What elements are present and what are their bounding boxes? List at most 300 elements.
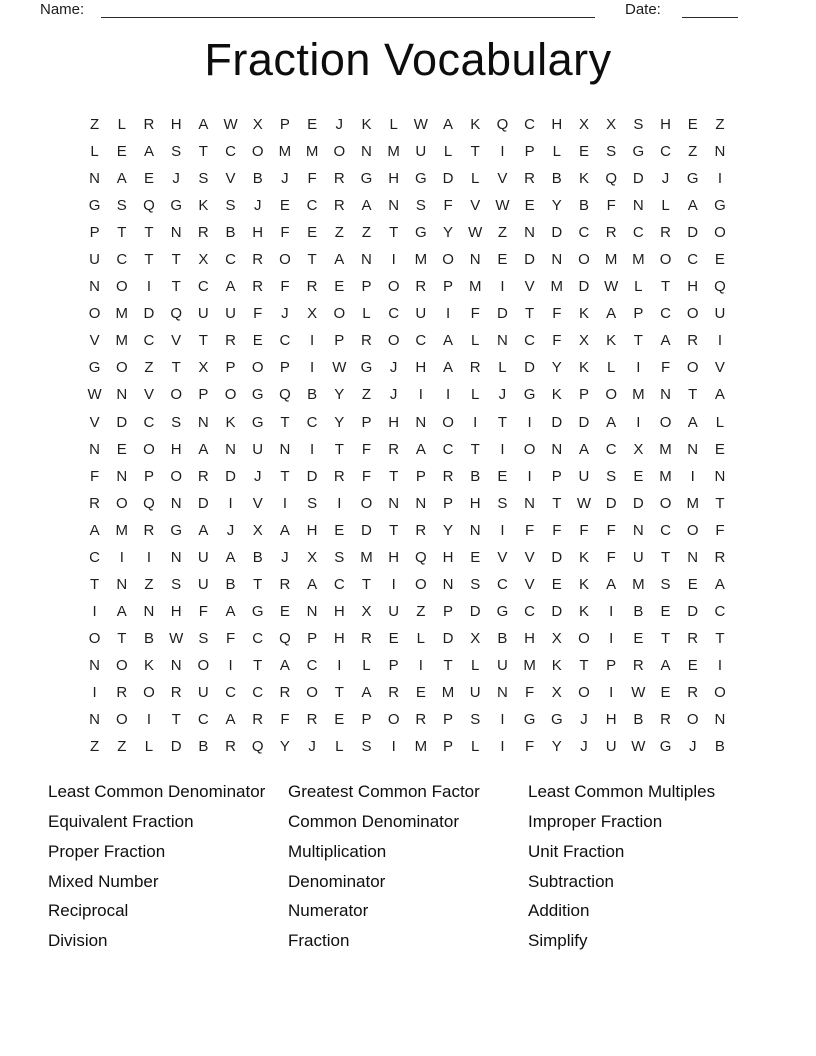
grid-cell: O [115,359,128,377]
grid-cell: D [687,602,699,620]
grid-cell: N [116,575,128,593]
grid-cell: J [498,386,507,404]
grid-cell: A [660,332,671,350]
grid-cell: R [197,467,209,485]
grid-cell: B [714,738,725,756]
grid-cell: T [253,656,263,674]
grid-cell: J [389,359,398,377]
grid-cell: O [333,143,346,161]
grid-cell: C [225,251,236,269]
grid-cell: R [89,494,101,512]
grid-cell: X [307,548,318,566]
grid-cell: D [578,413,590,431]
grid-cell: X [606,116,617,133]
grid-cell: T [443,656,453,674]
grid-cell: P [443,278,454,296]
grid-cell: O [714,224,726,242]
grid-cell: Z [497,224,507,242]
grid-cell: I [119,548,124,566]
grid-cell: E [660,602,671,620]
grid-cell: L [661,197,670,215]
grid-cell: C [632,224,644,242]
grid-cell: G [659,738,672,756]
grid-cell: U [388,602,400,620]
grid-cell: F [525,683,535,701]
grid-cell: R [388,440,400,458]
grid-cell: D [551,413,563,431]
grid-cell: C [306,413,318,431]
grid-cell: R [442,467,454,485]
grid-cell: N [361,143,372,161]
grid-cell: K [551,656,562,674]
grid-cell: D [143,305,155,323]
grid-cell: H [415,359,427,377]
grid-cell: E [497,251,508,269]
grid-cell: W [495,197,510,215]
grid-cell: H [551,116,563,133]
grid-cell: R [279,575,291,593]
grid-cell: P [524,143,535,161]
grid-cell: R [632,656,644,674]
grid-cell: N [714,143,726,161]
grid-cell: R [306,278,318,296]
grid-cell: I [609,683,614,701]
grid-cell: Z [144,575,154,593]
grid-cell: R [333,467,345,485]
grid-cell: I [391,738,396,756]
word-item: Mixed Number [48,871,159,891]
grid-cell: T [470,440,480,458]
grid-cell: L [362,305,371,323]
grid-cell: D [442,629,454,647]
grid-cell: I [445,305,451,323]
grid-cell: M [659,440,672,458]
word-item: Reciprocal [48,901,129,921]
grid-cell: U [197,575,209,593]
grid-cell: O [442,251,454,269]
grid-cell: L [471,386,480,404]
grid-cell: N [89,711,101,729]
grid-cell: I [445,386,451,404]
grid-cell: S [198,629,209,647]
word-item: Addition [528,901,590,921]
grid-cell: I [500,440,505,458]
grid-cell: E [415,683,426,701]
grid-cell: T [171,251,181,269]
word-item: Unit Fraction [528,841,625,861]
grid-cell: G [523,711,536,729]
word-column [288,777,480,956]
grid-cell: N [632,521,644,539]
grid-cell: P [606,656,617,674]
grid-cell: G [251,602,264,620]
grid-cell: J [580,738,588,756]
grid-cell: N [551,440,563,458]
grid-cell: T [144,224,154,242]
grid-row [81,733,734,760]
grid-cell: O [224,386,237,404]
grid-cell: C [415,332,427,350]
grid-cell: M [414,251,428,269]
grid-cell: T [334,683,344,701]
grid-cell: I [282,494,287,512]
grid-cell: Q [170,305,182,323]
word-grid [81,111,734,760]
grid-cell: E [660,683,671,701]
grid-cell: O [387,711,400,729]
grid-cell: W [332,359,347,377]
grid-cell: S [307,494,318,512]
grid-cell: R [333,170,345,188]
grid-cell: O [442,413,454,431]
grid-cell: G [360,359,373,377]
grid-cell: P [361,413,372,431]
grid-cell: N [524,494,536,512]
grid-cell: V [171,332,182,350]
grid-cell: C [306,656,318,674]
grid-cell: O [170,386,182,404]
grid-cell: N [89,440,101,458]
grid-cell: M [360,548,373,566]
grid-cell: Q [143,197,155,215]
grid-cell: E [279,197,290,215]
grid-cell: G [632,143,645,161]
grid-cell: M [632,575,645,593]
grid-cell: X [361,602,372,620]
grid-cell: L [416,629,426,647]
grid-cell: Y [334,413,345,431]
grid-cell: A [714,386,725,404]
grid-cell: A [361,683,372,701]
grid-cell: N [116,386,128,404]
grid-row [81,517,734,544]
grid-cell: O [659,251,672,269]
grid-cell: F [198,602,208,620]
grid-cell: M [686,494,699,512]
grid-cell: S [497,494,508,512]
grid-cell: F [525,521,535,539]
grid-cell: R [660,224,671,242]
grid-cell: N [170,494,182,512]
grid-cell: J [308,738,316,756]
grid-cell: K [470,116,481,133]
grid-cell: P [361,278,372,296]
grid-cell: K [578,548,589,566]
grid-cell: T [117,224,127,242]
grid-cell: N [170,224,182,242]
grid-cell: N [197,413,209,431]
grid-cell: I [500,143,505,161]
grid-cell: P [443,711,454,729]
grid-cell: E [714,440,725,458]
grid-row [81,679,734,706]
grid-cell: O [686,521,699,539]
grid-cell: Y [551,738,562,756]
grid-row [81,138,734,165]
grid-cell: V [252,494,263,512]
grid-cell: V [143,386,154,404]
grid-cell: A [279,521,290,539]
grid-cell: U [197,305,209,323]
grid-cell: T [334,440,344,458]
grid-cell: F [552,332,562,350]
grid-row [81,354,734,381]
grid-cell: N [170,548,182,566]
grid-cell: E [279,602,290,620]
grid-cell: A [198,116,209,133]
grid-cell: R [524,170,536,188]
grid-cell: O [143,440,155,458]
grid-cell: C [687,251,699,269]
grid-cell: N [469,521,481,539]
grid-cell: I [337,494,342,512]
grid-cell: A [307,575,318,593]
grid-cell: R [333,197,345,215]
grid-cell: O [387,278,400,296]
grid-cell: T [552,494,562,512]
grid-cell: Y [279,738,290,756]
grid-cell: N [714,467,726,485]
grid-cell: A [415,440,426,458]
grid-cell: P [143,467,154,485]
grid-cell: H [388,170,400,188]
grid-cell: X [198,251,209,269]
grid-cell: P [279,359,290,377]
grid-cell: I [527,413,532,431]
grid-cell: M [632,386,645,404]
grid-cell: E [578,143,589,161]
grid-cell: Q [143,494,155,512]
word-item: Multiplication [288,841,387,861]
grid-cell: Q [251,738,264,756]
grid-row [81,706,734,733]
grid-cell: P [334,332,345,350]
grid-cell: C [333,575,345,593]
grid-cell: B [578,197,589,215]
grid-cell: W [87,386,102,404]
grid-cell: F [280,224,290,242]
grid-cell: O [523,440,536,458]
grid-row [81,111,734,138]
grid-cell: H [605,711,617,729]
grid-cell: O [88,305,101,323]
word-item: Common Denominator [288,811,460,831]
grid-cell: I [473,413,478,431]
grid-cell: A [606,575,617,593]
grid-cell: M [523,656,536,674]
grid-cell: H [170,602,182,620]
grid-cell: D [170,738,182,756]
grid-cell: L [443,143,453,161]
grid-cell: L [552,143,561,161]
grid-cell: A [198,440,209,458]
grid-cell: D [632,494,644,512]
grid-cell: E [334,711,345,729]
grid-cell: M [659,467,672,485]
grid-cell: D [632,170,644,188]
word-item: Fraction [288,931,350,951]
grid-cell: D [116,413,128,431]
grid-cell: N [279,440,291,458]
grid-cell: N [388,197,400,215]
grid-cell: X [633,440,644,458]
grid-cell: J [335,116,344,133]
grid-cell: F [660,359,671,377]
grid-cell: P [443,494,454,512]
grid-cell: O [197,656,210,674]
grid-cell: I [717,170,722,188]
grid-cell: X [307,305,318,323]
grid-cell: F [606,521,616,539]
grid-cell: C [388,305,400,323]
grid-cell: T [307,251,317,269]
grid-cell: L [335,738,344,756]
grid-cell: U [415,305,427,323]
grid-cell: T [389,224,399,242]
grid-cell: P [633,305,644,323]
page-title: Fraction Vocabulary [204,34,612,85]
grid-cell: A [225,711,236,729]
grid-cell: V [89,413,100,431]
grid-cell: S [361,738,372,756]
grid-cell: H [660,116,671,133]
grid-cell: U [252,440,264,458]
grid-cell: G [550,711,563,729]
grid-cell: L [389,116,398,133]
grid-cell: T [579,656,589,674]
grid-cell: R [415,278,427,296]
grid-cell: V [524,548,535,566]
grid-cell: I [500,278,505,296]
grid-cell: U [225,305,236,323]
grid-cell: X [470,629,481,647]
grid-cell: T [633,332,643,350]
grid-cell: S [415,197,426,215]
grid-cell: K [143,656,154,674]
grid-cell: Q [415,548,427,566]
grid-cell: N [687,548,699,566]
grid-cell: L [471,738,480,756]
grid-cell: T [171,711,181,729]
grid-cell: O [578,251,590,269]
grid-cell: N [89,656,101,674]
grid-cell: S [225,197,236,215]
word-item: Numerator [288,901,369,921]
grid-cell: H [388,548,400,566]
grid-cell: O [415,575,427,593]
grid-cell: Y [443,521,454,539]
grid-cell: T [280,467,290,485]
grid-cell: O [333,305,346,323]
grid-cell: R [252,251,264,269]
grid-cell: Y [551,359,562,377]
grid-cell: A [606,305,617,323]
word-item: Denominator [288,871,386,891]
grid-cell: X [551,629,562,647]
grid-cell: G [523,386,536,404]
grid-cell: C [116,251,128,269]
grid-cell: E [143,170,154,188]
grid-row [81,165,734,192]
grid-cell: W [223,116,238,133]
grid-cell: B [551,170,562,188]
grid-cell: C [524,116,536,133]
grid-cell: H [442,548,454,566]
grid-cell: R [388,683,400,701]
grid-cell: I [92,683,97,701]
grid-cell: V [497,548,508,566]
grid-cell: M [414,738,428,756]
grid-cell: J [172,170,180,188]
grid-cell: F [361,467,372,485]
grid-cell: D [496,305,508,323]
grid-cell: M [604,251,618,269]
grid-cell: Z [144,359,154,377]
grid-row [81,598,734,625]
grid-cell: F [470,305,480,323]
grid-cell: O [143,683,155,701]
grid-cell: T [171,359,181,377]
grid-cell: W [576,494,592,512]
grid-cell: M [387,143,400,161]
grid-cell: F [225,629,236,647]
grid-cell: H [170,440,182,458]
grid-cell: P [198,386,209,404]
grid-cell: F [715,521,725,539]
grid-cell: N [496,332,508,350]
grid-cell: T [715,494,725,512]
grid-cell: I [500,738,505,756]
grid-cell: S [334,548,345,566]
grid-cell: K [578,359,589,377]
grid-cell: O [605,386,617,404]
grid-cell: X [551,683,562,701]
grid-row [81,300,734,327]
grid-cell: F [606,197,616,215]
grid-cell: G [88,197,101,215]
grid-cell: V [524,278,535,296]
grid-cell: T [253,575,263,593]
grid-cell: C [660,521,671,539]
grid-cell: C [279,332,291,350]
grid-cell: T [660,278,671,296]
grid-cell: Y [551,197,562,215]
grid-cell: T [715,629,725,647]
grid-cell: M [115,521,129,539]
grid-cell: J [389,386,398,404]
grid-cell: T [90,575,100,593]
grid-cell: W [631,683,646,701]
grid-cell: E [116,143,127,161]
grid-cell: O [115,494,128,512]
grid-cell: L [715,413,725,431]
grid-cell: U [415,143,427,161]
grid-cell: T [280,413,290,431]
grid-cell: C [143,413,155,431]
grid-cell: R [687,629,699,647]
grid-cell: O [659,413,672,431]
grid-cell: I [391,251,396,269]
grid-cell: V [524,575,535,593]
grid-cell: T [117,629,127,647]
grid-row [81,192,734,219]
grid-cell: I [690,467,695,485]
grid-cell: N [306,602,318,620]
grid-cell: P [361,711,372,729]
grid-cell: V [225,170,236,188]
grid-cell: Z [117,738,127,756]
grid-cell: I [636,359,641,377]
